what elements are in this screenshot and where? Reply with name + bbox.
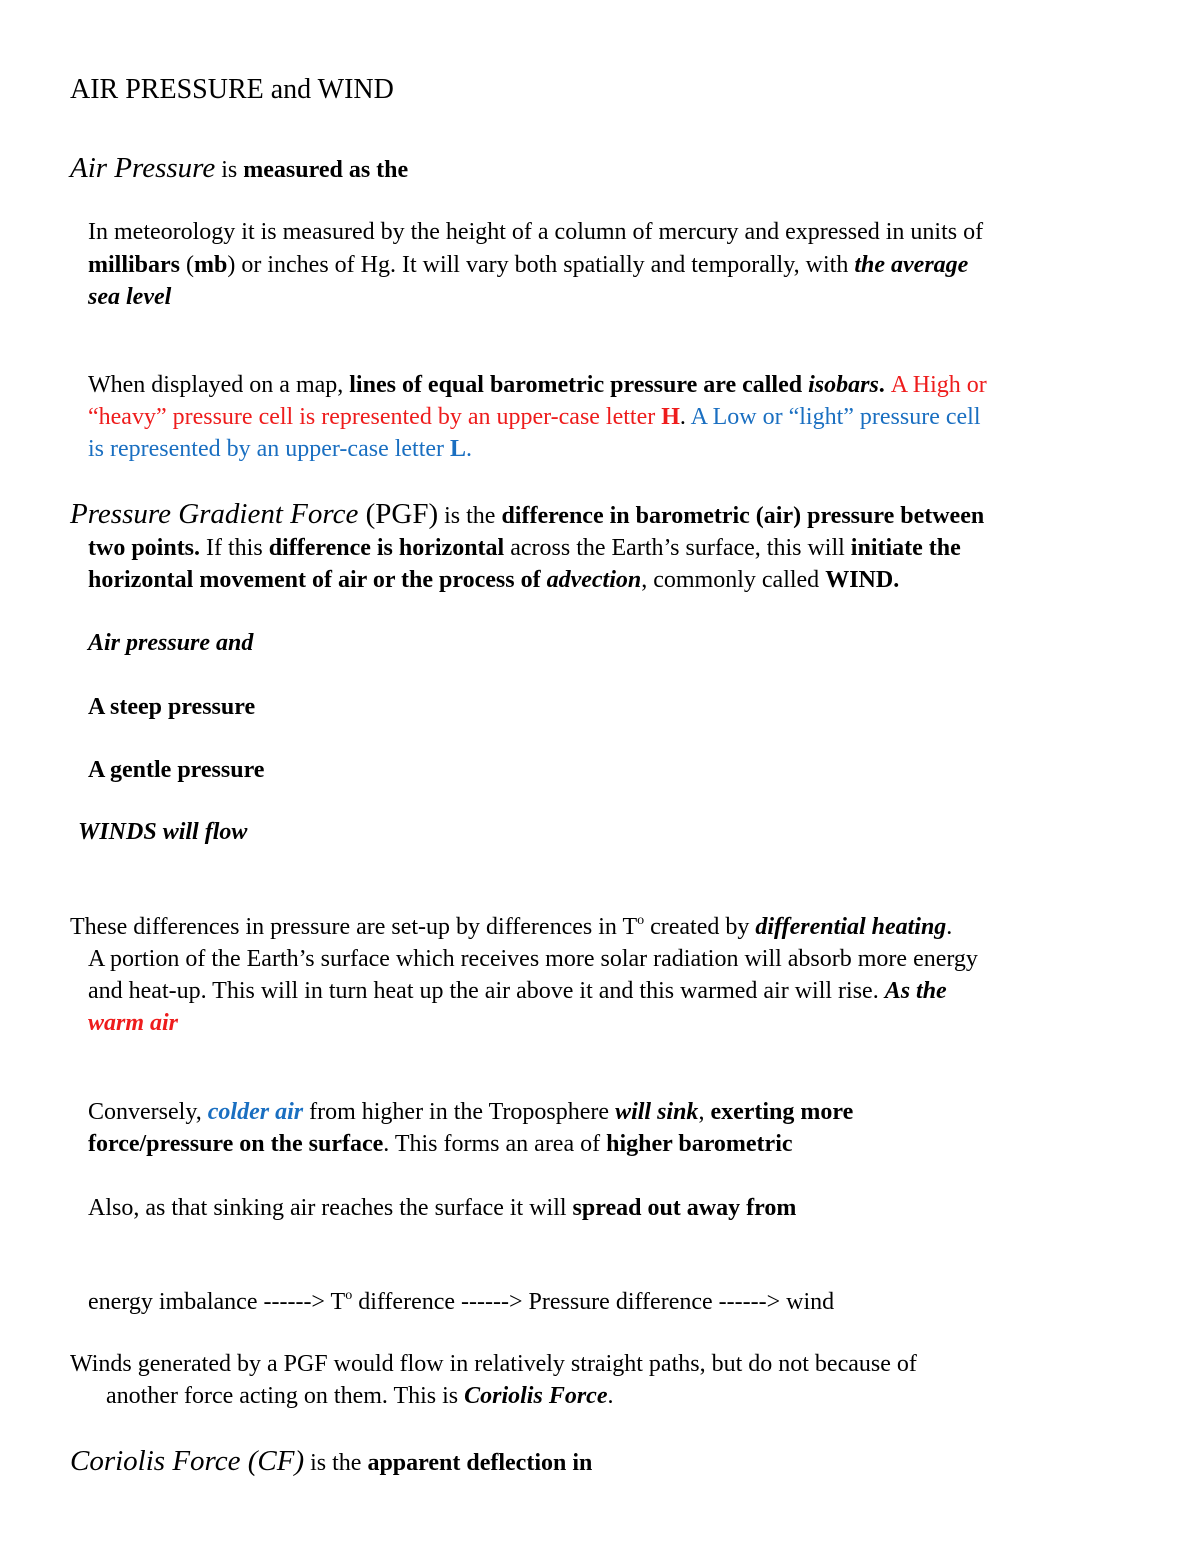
paragraph-line: A portion of the Earth’s surface which receives more solar radiation will absorb more energy [88,946,978,972]
paragraph-line: two points. If this difference is horizontal across the Earth’s surface, this will initiate the [88,535,961,561]
list-item: Air pressure and [88,630,254,656]
document-title: AIR PRESSURE and WIND [70,74,394,105]
list-item: WINDS will flow [78,819,248,845]
paragraph-line: Winds generated by a PGF would flow in relatively straight paths, but do not because of [70,1351,917,1377]
paragraph-line: In meteorology it is measured by the height of a column of mercury and expressed in units of [88,219,984,245]
paragraph-line: Conversely, colder air from higher in the Troposphere will sink, exerting more [88,1099,854,1125]
flow-chain: energy imbalance ------> $T^o$ difference ------> Pressure difference ------> wind [88,1288,835,1315]
paragraph-line: millibars (mb) or inches of Hg. It will vary both spatially and temporally, with the average [88,252,969,278]
coriolis-term: Coriolis Force (CF) [70,1445,305,1477]
paragraph-line: Also, as that sinking air reaches the surface it will spread out away from [88,1195,797,1221]
paragraph-line: When displayed on a map, lines of equal barometric pressure are called isobars. A High or [88,372,987,398]
air-pressure-term: Air Pressure [70,152,216,184]
paragraph-line: is represented by an upper-case letter L. [88,436,473,462]
paragraph-line: another force acting on them. This is Coriolis Force. [106,1383,614,1409]
paragraph-line: “heavy” pressure cell is represented by an upper-case letter H. A Low or “light” pressure cell [88,404,981,430]
coriolis-heading: Coriolis Force (CF) is the apparent deflection in [70,1445,593,1477]
air-pressure-heading: Air Pressure is measured as the [70,152,409,184]
list-item: A gentle pressure [88,757,265,783]
pgf-term: Pressure Gradient Force [70,498,359,530]
paragraph-line: These differences in pressure are set-up by differences in $T^o$ created by differential heating. [70,913,953,940]
list-item: A steep pressure [88,694,256,720]
paragraph-line: force/pressure on the surface. This forms an area of higher barometric [88,1131,793,1157]
paragraph-line: sea level [88,284,172,310]
paragraph-line: horizontal movement of air or the process of advection, commonly called WIND. [88,567,900,593]
pgf-heading: Pressure Gradient Force (PGF) is the difference in barometric (air) pressure between [70,498,985,530]
paragraph-line: warm air [88,1010,179,1036]
paragraph-line: and heat-up. This will in turn heat up the air above it and this warmed air will rise. As the [88,978,947,1004]
